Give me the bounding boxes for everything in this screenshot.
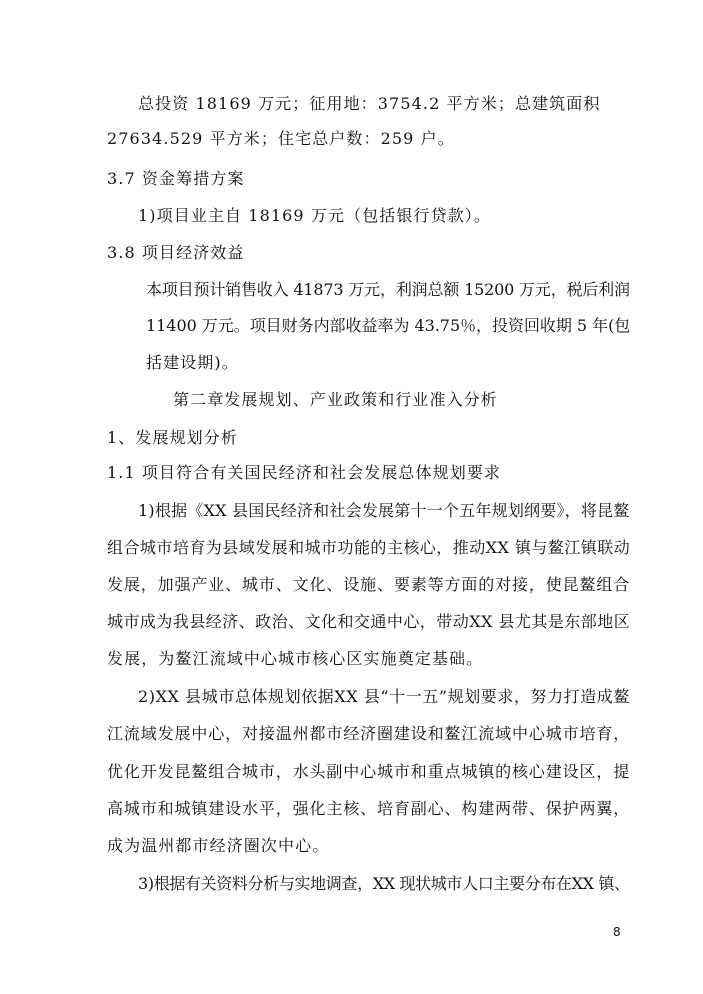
text-line-13: 组合城市培育为县域发展和城市功能的主核心，推动XX 镇与鳌江镇联动	[107, 538, 631, 557]
text-line-21: 成为温州都市经济圈次中心。	[107, 836, 330, 855]
text-line-22: 3)根据有关资料分析与实地调查，XX 现状城市人口主要分布在XX 镇、	[138, 874, 630, 893]
chapter-title: 第二章发展规划、产业政策和行业准入分析	[173, 390, 498, 409]
section-heading-1: 1、发展规划分析	[107, 428, 238, 447]
text-line-1: 总投资 18169 万元；征用地：3754.2 平方米；总建筑面积	[138, 94, 601, 113]
text-line-2: 27634.529 平方米；住宅总户数：259 户。	[107, 129, 455, 148]
text-line-17: 2)XX 县城市总体规划依据XX 县“十一五”规划要求，努力打造成鳌	[138, 687, 630, 706]
section-heading-1-1: 1.1 项目符合有关国民经济和社会发展总体规划要求	[107, 463, 502, 482]
section-heading-3-8: 3.8 项目经济效益	[107, 243, 245, 262]
text-line-19: 优化开发昆鳌组合城市，水头副中心城市和重点城镇的核心建设区，提	[107, 762, 631, 781]
text-line-15: 城市成为我县经济、政治、文化和交通中心，带动XX 县尤其是东部地区	[107, 612, 631, 631]
text-line-20: 高城市和城镇建设水平，强化主核、培育副心、构建两带、保护两翼，	[107, 799, 631, 818]
page-number: 8	[613, 925, 621, 939]
text-line-14: 发展，加强产业、城市、文化、设施、要素等方面的对接，使昆鳌组合	[107, 575, 631, 594]
section-heading-3-7: 3.7 资金筹措方案	[107, 169, 245, 188]
text-line-8: 括建设期)。	[146, 353, 239, 372]
text-line-4: 1)项目业主自 18169 万元（包括银行贷款）。	[138, 206, 491, 225]
text-line-7: 11400 万元。项目财务内部收益率为 43.75％，投资回收期 5 年(包	[146, 316, 631, 335]
text-line-6: 本项目预计销售收入 41873 万元，利润总额 15200 万元，税后利润	[146, 280, 630, 299]
text-line-16: 发展，为鳌江流域中心城市核心区实施奠定基础。	[107, 649, 484, 668]
text-line-12: 1)根据《XX 县国民经济和社会发展第十一个五年规划纲要》，将昆鳌	[138, 501, 630, 520]
text-line-18: 江流域发展中心，对接温州都市经济圈建设和鳌江流域中心城市培育，	[107, 724, 631, 743]
